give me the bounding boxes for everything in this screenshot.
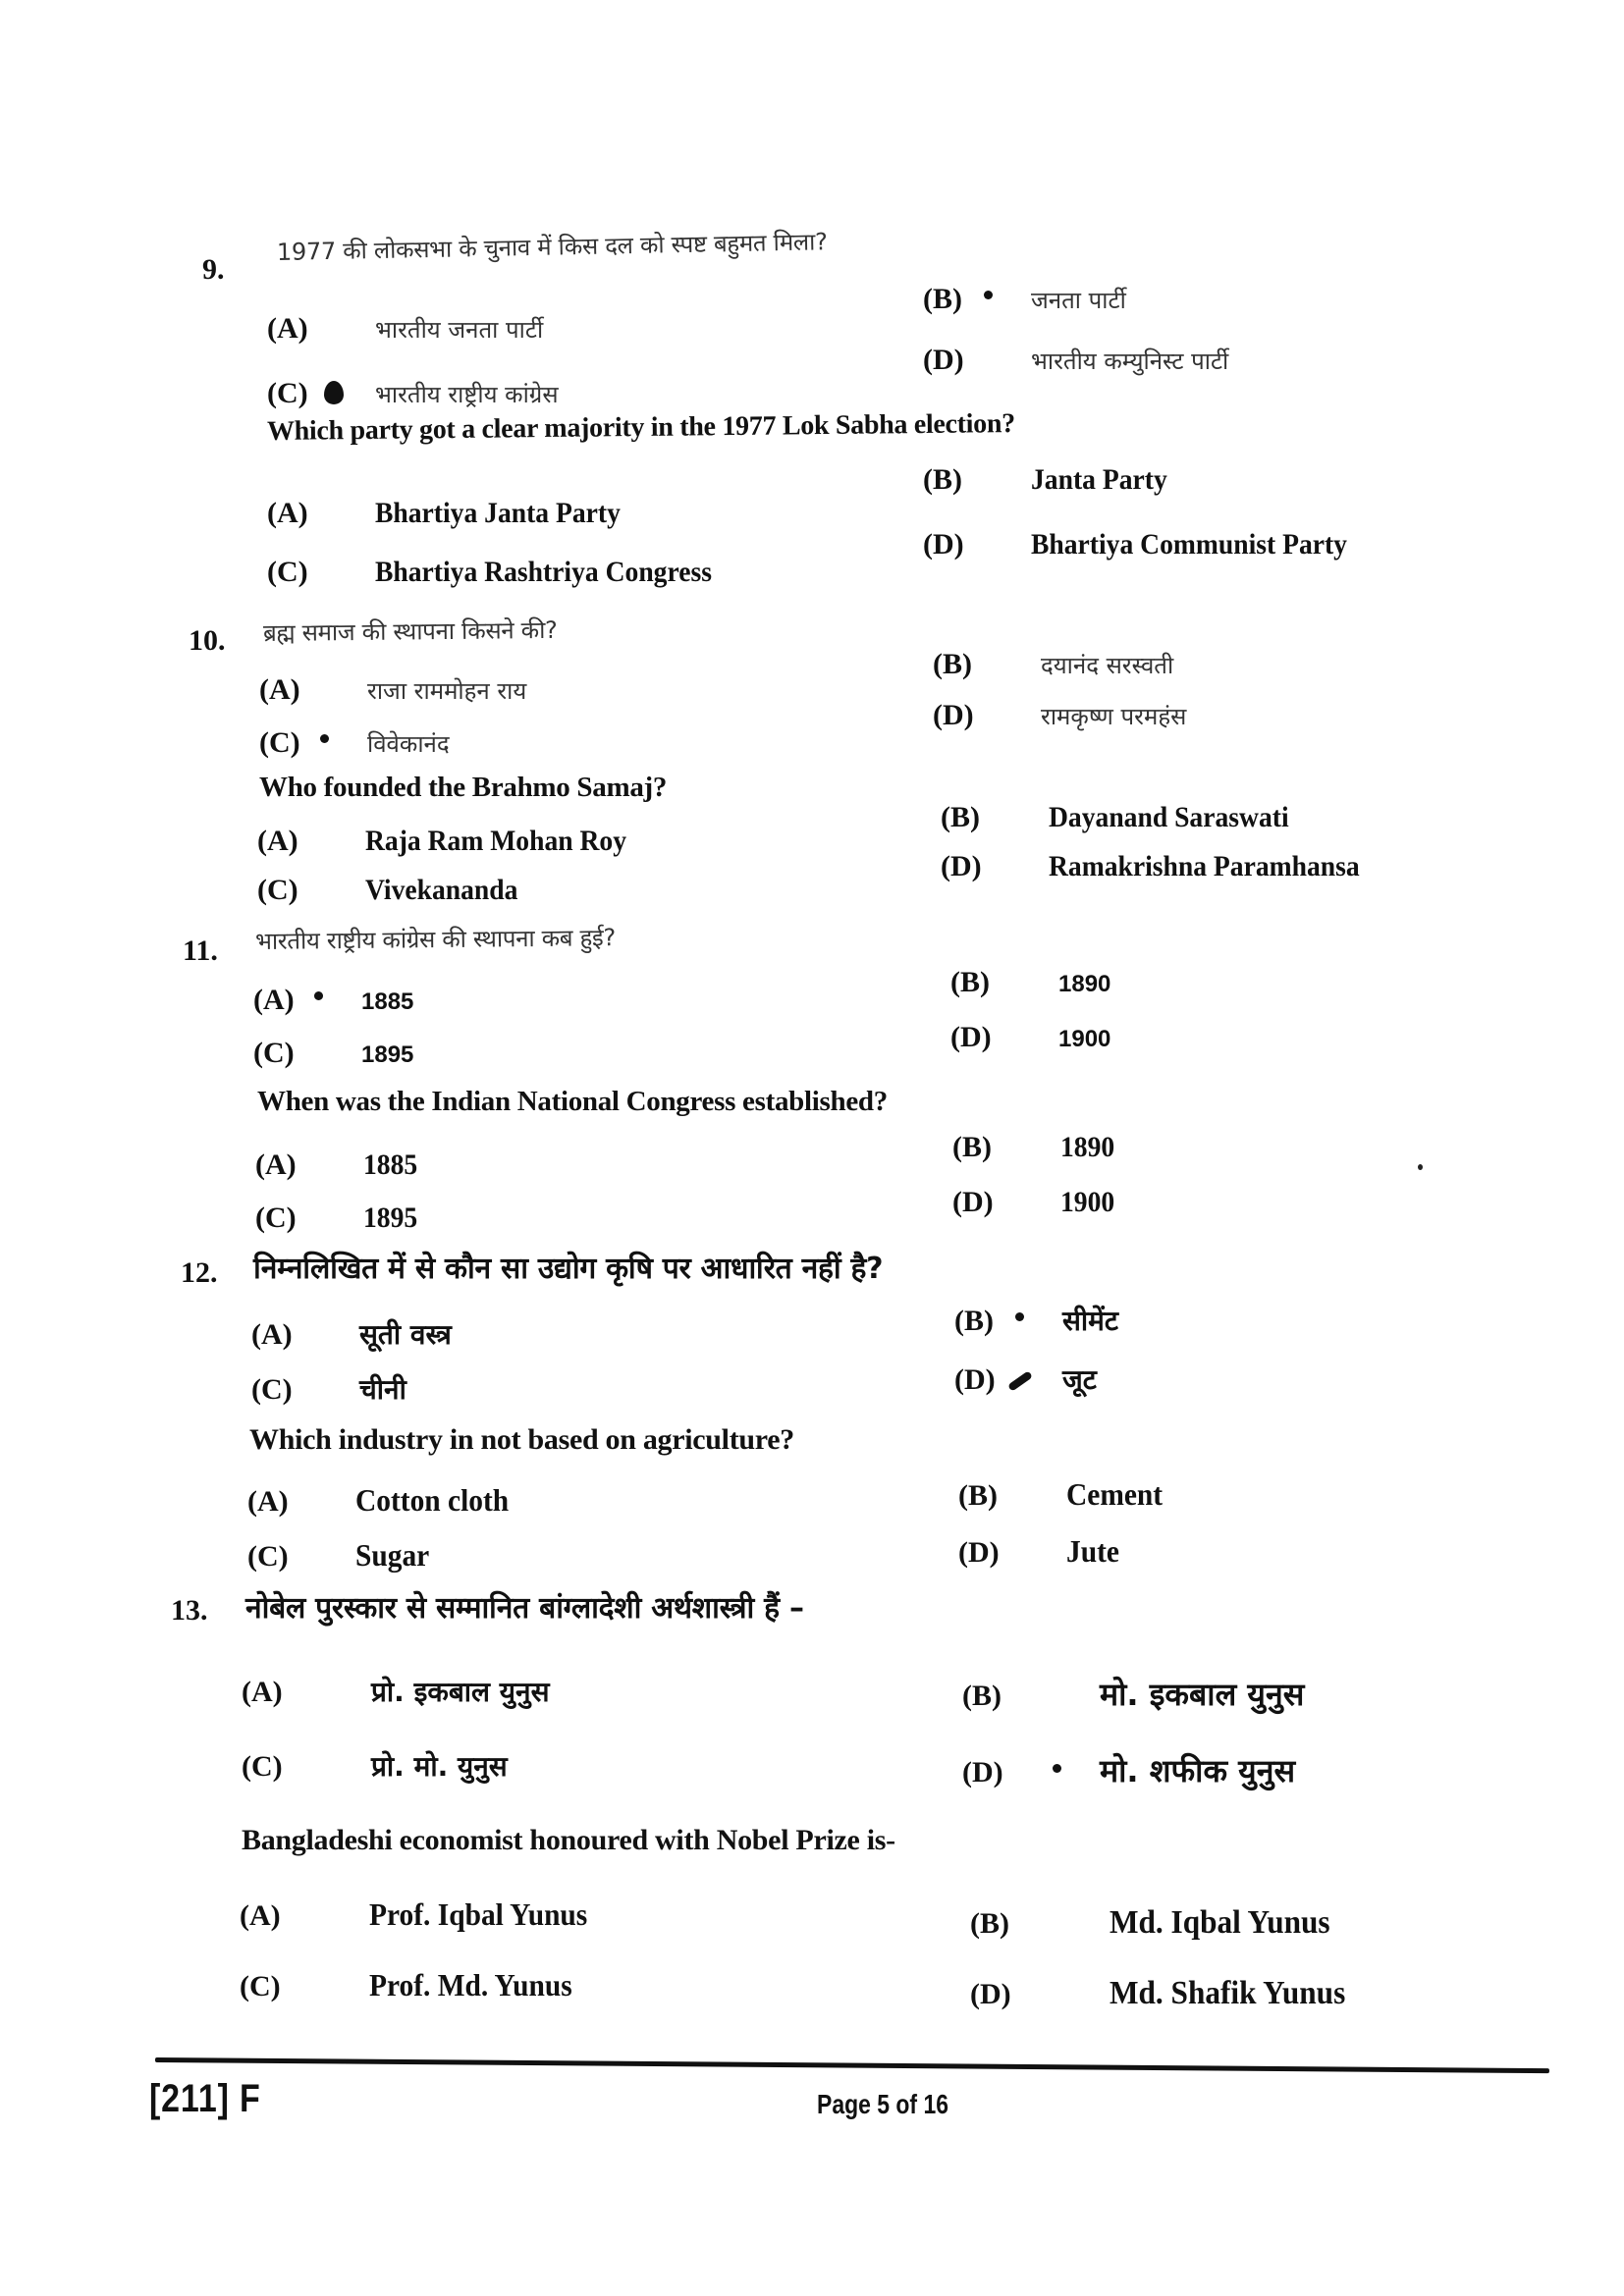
option-text: जूट — [1062, 1363, 1097, 1396]
option-label: (B) — [952, 1131, 992, 1163]
option-label: (A) — [259, 673, 300, 706]
option-label: (D) — [954, 1363, 996, 1396]
option-b-hindi — [954, 1302, 1118, 1339]
option-text: 1900 — [1060, 1186, 1115, 1218]
option-b-hindi — [962, 1673, 1304, 1715]
option-c-english — [240, 1967, 590, 2003]
option-text: जनता पार्टी — [1031, 287, 1126, 314]
option-text: Jute — [1066, 1533, 1119, 1569]
option-b-english — [952, 1131, 1119, 1164]
option-text: Md. Iqbal Yunus — [1110, 1904, 1330, 1941]
option-text: 1895 — [361, 1041, 414, 1068]
option-text: Dayanand Saraswati — [1049, 801, 1289, 833]
option-text: Md. Shafik Yunus — [1110, 1975, 1346, 2011]
option-c-hindi — [251, 1370, 406, 1408]
question-number: 10. — [189, 624, 226, 657]
option-d-english — [958, 1533, 1124, 1570]
option-d-hindi — [954, 1361, 1097, 1398]
option-label: (C) — [267, 556, 308, 588]
option-c-english — [255, 1201, 422, 1235]
option-label: (B) — [950, 966, 990, 998]
option-text: 1895 — [363, 1201, 418, 1234]
option-label: (C) — [251, 1373, 293, 1406]
option-label: (C) — [267, 377, 308, 409]
option-label: (A) — [247, 1485, 289, 1518]
option-a-hindi — [253, 984, 413, 1017]
question-text-hindi: निम्नलिखित में से कौन सा उद्योग कृषि पर आधारित नहीं है? — [253, 1252, 884, 1286]
option-a-english — [240, 1896, 607, 1933]
option-text: सीमेंट — [1062, 1305, 1119, 1337]
option-text: विवेकानंद — [367, 730, 450, 758]
option-b-english — [923, 463, 1179, 497]
option-label: (A) — [253, 984, 295, 1016]
option-d-hindi — [933, 699, 1186, 732]
option-text: Vivekananda — [365, 874, 518, 906]
option-label: (D) — [952, 1186, 994, 1218]
option-label: (A) — [240, 1899, 281, 1932]
option-label: (C) — [259, 726, 300, 759]
option-d-hindi — [923, 344, 1228, 377]
question-number: 13. — [171, 1594, 208, 1627]
option-label: (B) — [958, 1479, 998, 1512]
option-label: (C) — [255, 1201, 297, 1234]
option-text: चीनी — [359, 1373, 406, 1406]
option-b-english — [941, 801, 1310, 834]
question-number: 9. — [202, 253, 225, 286]
option-text: 1885 — [363, 1148, 418, 1181]
option-label: (A) — [242, 1676, 283, 1708]
option-label: (D) — [941, 850, 982, 882]
option-c-hindi — [242, 1747, 508, 1785]
option-label: (A) — [257, 825, 298, 857]
option-a-english — [267, 497, 642, 530]
question-text-hindi: ब्रह्म समाज की स्थापना किसने की? — [262, 615, 558, 647]
option-text: Bhartiya Communist Party — [1031, 528, 1347, 561]
option-text: सूती वस्त्र — [359, 1318, 452, 1351]
option-text: भारतीय कम्युनिस्ट पार्टी — [1031, 347, 1229, 375]
option-c-english — [257, 874, 531, 907]
option-label: (D) — [923, 344, 964, 376]
option-text: Prof. Md. Yunus — [369, 1967, 572, 2002]
option-a-hindi — [259, 673, 526, 707]
option-text: 1890 — [1060, 1131, 1115, 1163]
option-label: (D) — [962, 1756, 1003, 1789]
option-text: प्रो. इकबाल युनुस — [371, 1676, 550, 1708]
option-label: (C) — [242, 1750, 283, 1783]
question-text-hindi: नोबेल पुरस्कार से सम्मानित बांग्लादेशी अर्थशास्त्री हैं – — [245, 1591, 804, 1626]
option-label: (C) — [247, 1540, 289, 1573]
option-text: मो. शफीक युनुस — [1100, 1752, 1296, 1789]
option-d-english — [970, 1975, 1366, 2012]
option-label: (D) — [923, 528, 964, 561]
option-c-english — [247, 1537, 436, 1574]
option-label: (D) — [958, 1536, 1000, 1569]
option-text: Raja Ram Mohan Roy — [365, 825, 627, 857]
option-b-hindi — [950, 966, 1110, 999]
scan-speck — [1418, 1164, 1423, 1170]
question-text-hindi: भारतीय राष्ट्रीय कांग्रेस की स्थापना कब हुई? — [254, 924, 617, 955]
option-label: (B) — [933, 648, 972, 680]
option-a-english — [255, 1148, 422, 1182]
option-text: Ramakrishna Paramhansa — [1049, 850, 1360, 882]
question-text-english: Which industry in not based on agriculture? — [249, 1423, 794, 1456]
option-label: (B) — [970, 1907, 1009, 1940]
option-text: 1885 — [361, 988, 414, 1015]
option-label: (D) — [933, 699, 974, 731]
option-d-english — [923, 528, 1375, 561]
option-text: रामकृष्ण परमहंस — [1041, 703, 1187, 730]
question-text-english: Which party got a clear majority in the 1977 Lok Sabha election? — [266, 408, 1016, 447]
question-text-english: Bangladeshi economist honoured with Nobel Prize is- — [242, 1824, 895, 1856]
option-b-hindi — [933, 648, 1173, 681]
option-text: दयानंद सरस्वती — [1041, 652, 1174, 679]
question-number: 11. — [183, 934, 218, 967]
option-text: राजा राममोहन राय — [367, 677, 527, 705]
option-d-hindi — [962, 1749, 1295, 1791]
option-a-hindi — [267, 312, 543, 346]
option-c-english — [267, 556, 741, 589]
option-label: (D) — [950, 1021, 992, 1053]
option-c-hindi — [253, 1037, 413, 1070]
question-number: 12. — [181, 1256, 218, 1289]
option-text: Cotton cloth — [355, 1482, 510, 1518]
option-label: (C) — [257, 874, 298, 906]
footer-divider — [155, 2057, 1549, 2073]
option-a-english — [257, 825, 649, 858]
option-text: Bhartiya Rashtriya Congress — [375, 556, 712, 588]
option-text: प्रो. मो. युनुस — [371, 1750, 508, 1783]
option-text: Sugar — [355, 1537, 430, 1573]
option-a-hindi — [242, 1673, 550, 1710]
option-a-hindi — [251, 1315, 452, 1353]
option-text: Janta Party — [1031, 463, 1167, 496]
option-b-english — [958, 1476, 1171, 1513]
option-label: (C) — [253, 1037, 295, 1069]
option-text: भारतीय जनता पार्टी — [375, 316, 544, 344]
option-c-hindi — [267, 377, 559, 410]
option-label: (A) — [267, 497, 308, 529]
option-a-english — [247, 1482, 522, 1519]
option-label: (B) — [962, 1680, 1001, 1712]
option-text: भारतीय राष्ट्रीय कांग्रेस — [375, 381, 559, 408]
option-d-english — [941, 850, 1386, 883]
question-text-hindi: 1977 की लोकसभा के चुनाव में किस दल को स्पष्ट बहुमत मिला? — [276, 228, 828, 266]
option-label: (B) — [954, 1305, 994, 1337]
option-label: (A) — [251, 1318, 293, 1351]
page-number: Page 5 of 16 — [817, 2089, 948, 2119]
option-text: Bhartiya Janta Party — [375, 497, 621, 529]
option-text: 1900 — [1058, 1026, 1111, 1052]
option-d-english — [952, 1186, 1119, 1219]
option-b-english — [970, 1904, 1349, 1942]
option-text: मो. इकबाल युनुस — [1100, 1676, 1305, 1713]
option-label: (B) — [923, 463, 962, 496]
option-label: (C) — [240, 1970, 281, 2002]
option-text: Prof. Iqbal Yunus — [369, 1896, 588, 1932]
question-text-english: When was the Indian National Congress established? — [257, 1086, 888, 1117]
option-text: Cement — [1066, 1476, 1164, 1512]
option-d-hindi — [950, 1021, 1110, 1054]
option-label: (A) — [267, 312, 308, 345]
option-c-hindi — [259, 726, 450, 760]
option-label: (A) — [255, 1148, 297, 1181]
option-text: 1890 — [1058, 971, 1111, 997]
option-b-hindi — [923, 283, 1126, 316]
question-text-english: Who founded the Brahmo Samaj? — [259, 772, 668, 803]
option-label: (D) — [970, 1978, 1011, 2010]
option-label: (B) — [941, 801, 980, 833]
option-label: (B) — [923, 283, 962, 315]
paper-code: [211] F — [149, 2077, 261, 2120]
